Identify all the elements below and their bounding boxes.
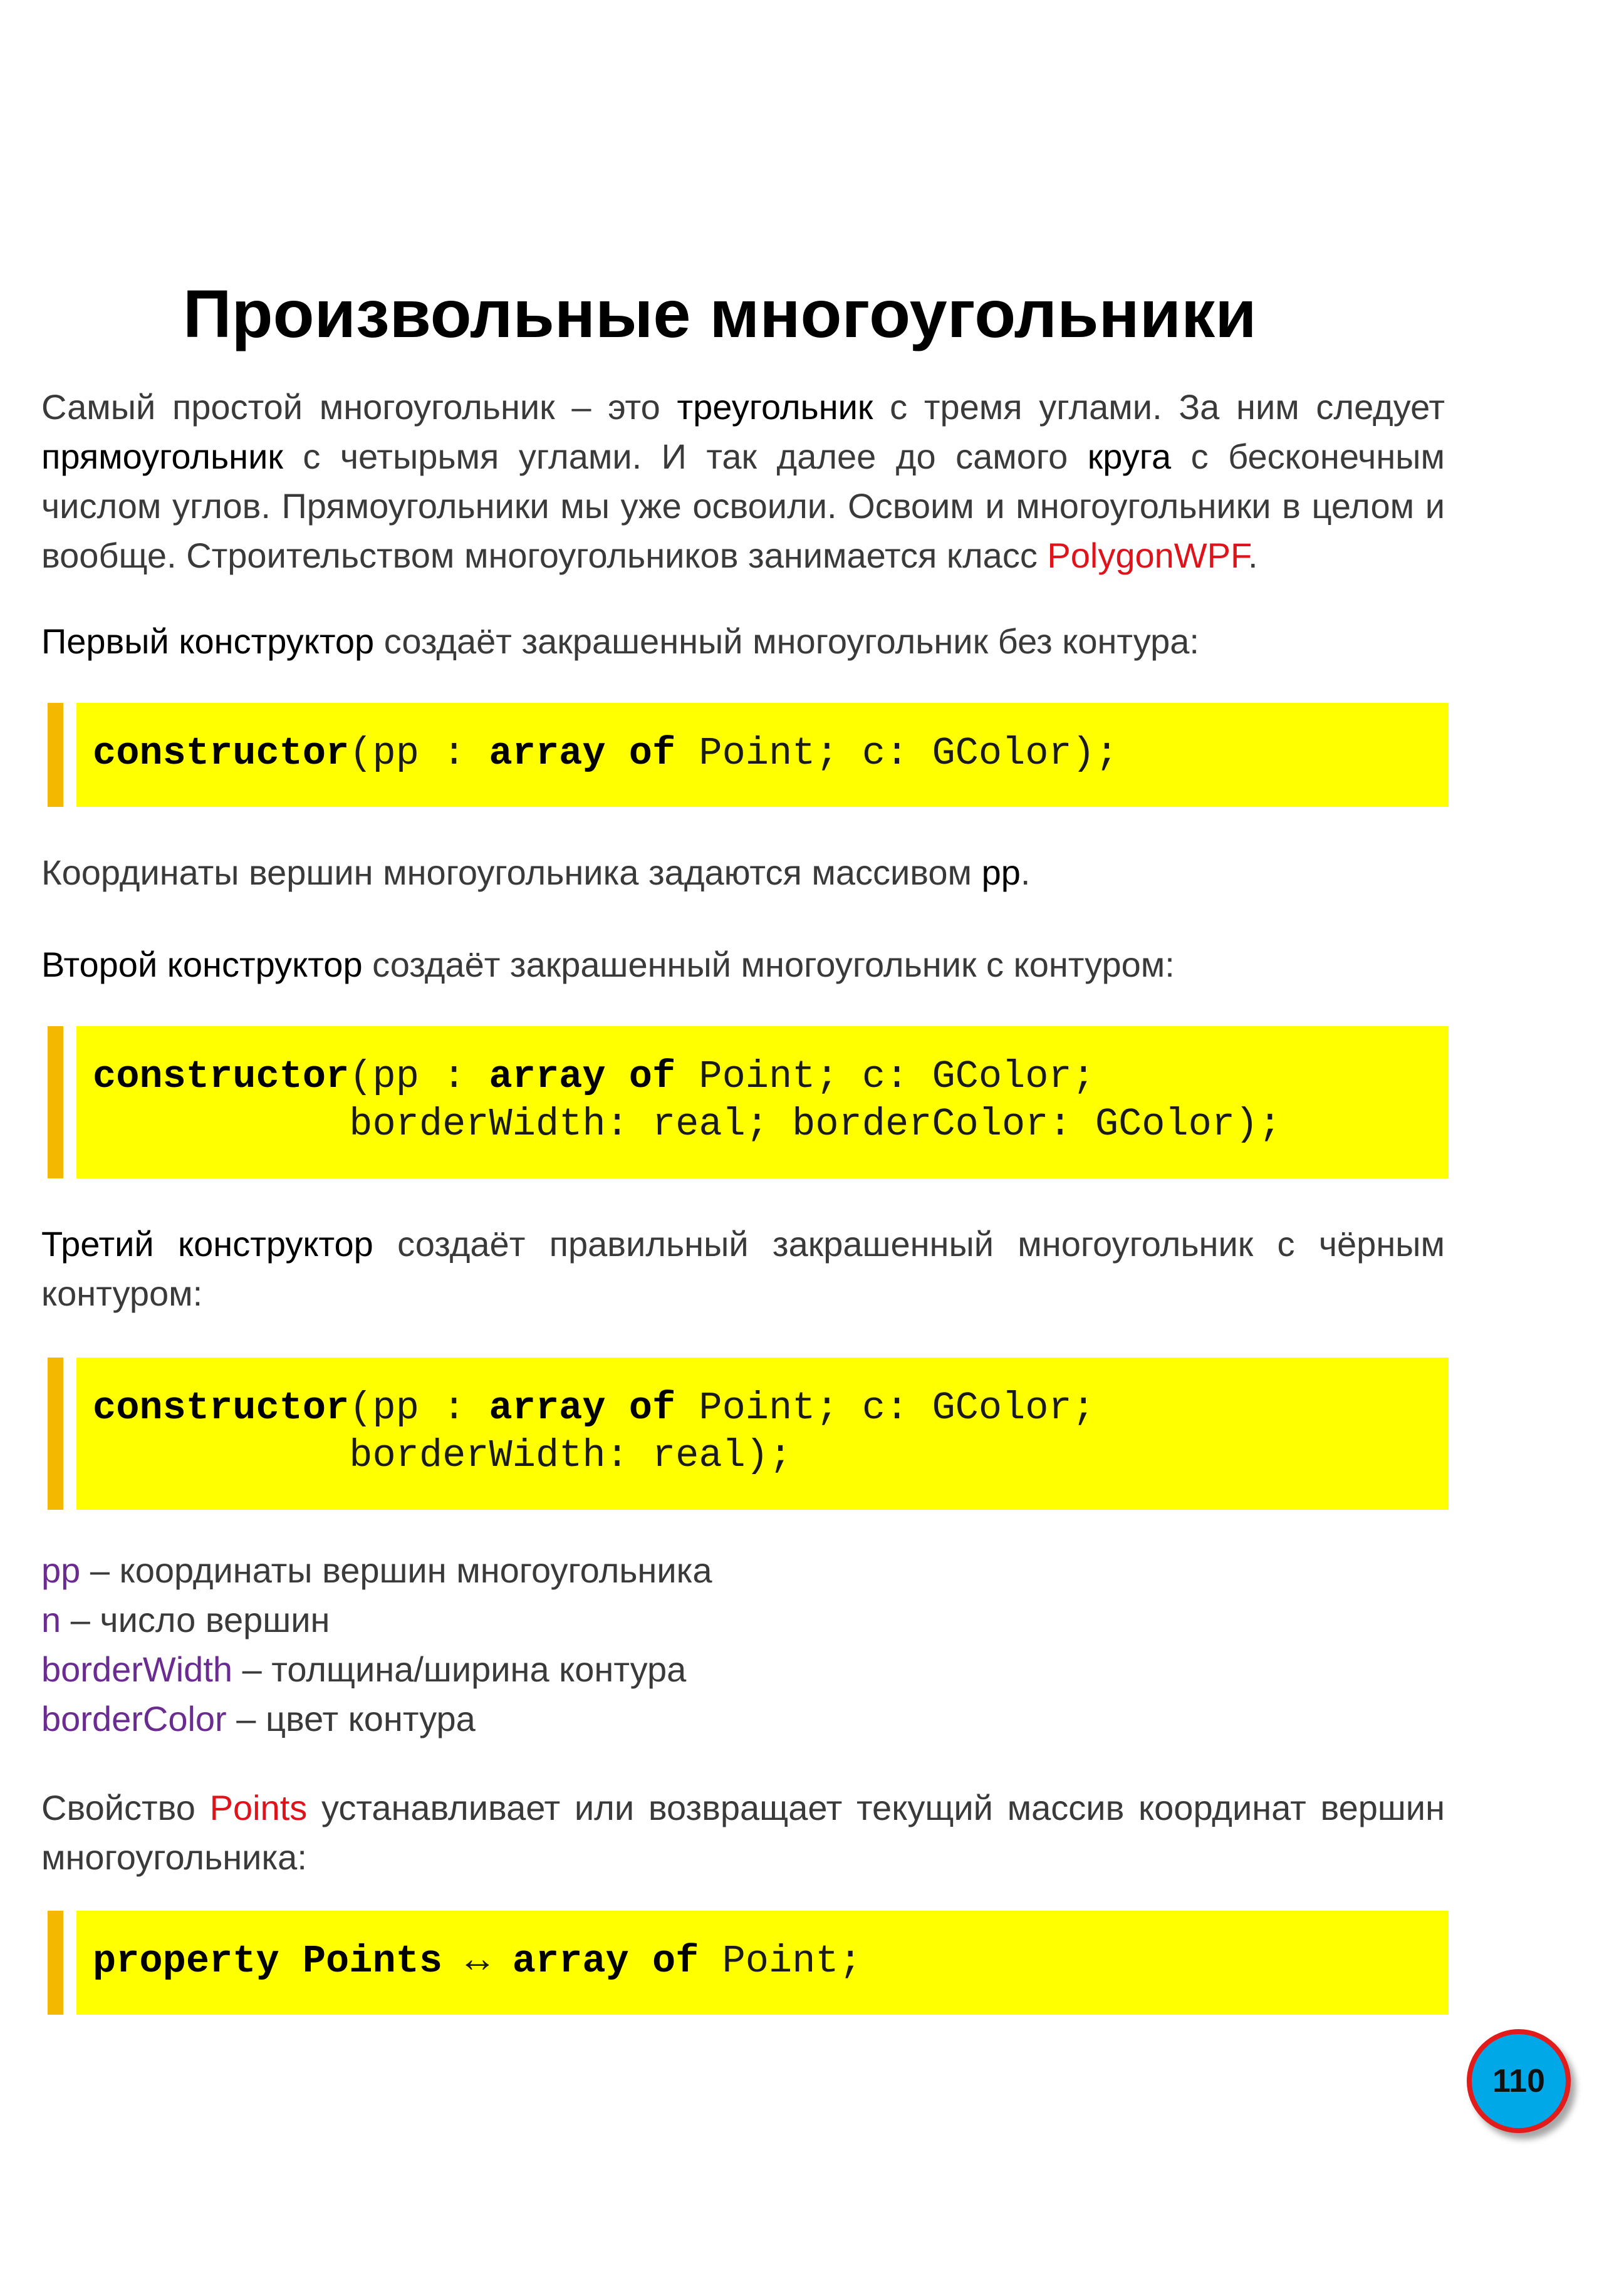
code-keyword: constructor xyxy=(93,1386,350,1430)
constructor1-label: Первый конструктор xyxy=(41,621,375,661)
intro-paragraph xyxy=(41,382,1445,580)
code-block-constructor2 xyxy=(48,1026,1449,1178)
definition-term: borderWidth xyxy=(41,1649,233,1689)
code-text: (pp : xyxy=(349,731,489,776)
constructor2-text: создаёт закрашенный многоугольник с контуром: xyxy=(362,945,1175,984)
page-number-badge: 110 xyxy=(1467,2029,1571,2133)
code-line xyxy=(93,1938,862,1985)
page-title: Произвольные многоугольники xyxy=(183,276,1257,351)
code-line xyxy=(93,730,1118,777)
pp-term: pp xyxy=(981,853,1021,892)
constructor3-description xyxy=(41,1219,1445,1318)
code-line: borderWidth: real); xyxy=(93,1433,793,1478)
code-line xyxy=(93,1384,1095,1432)
pp-description xyxy=(41,848,1445,897)
term-triangle: треугольник xyxy=(677,387,873,427)
intro-text-1: Самый простой многоугольник – это xyxy=(41,387,677,427)
code-accent-bar xyxy=(48,1911,63,2015)
code-keyword: array of xyxy=(489,1386,676,1430)
definition-desc: – координаты вершин многоугольника xyxy=(80,1551,712,1590)
parameter-definitions xyxy=(41,1545,712,1743)
property-name-points: Points xyxy=(209,1788,308,1827)
code-accent-bar xyxy=(48,1358,63,1510)
term-circle: круга xyxy=(1087,437,1172,476)
constructor2-label: Второй конструктор xyxy=(41,945,363,984)
constructor1-text: создаёт закрашенный многоугольник без контура: xyxy=(374,621,1199,661)
code-keyword: constructor xyxy=(93,731,350,776)
points-text-2: устанавливает или возвращает текущий массив координат вершин многоугольника: xyxy=(41,1788,1445,1877)
code-block-points-property xyxy=(48,1911,1449,2015)
intro-text-5: . xyxy=(1247,536,1258,575)
code-keyword: property Points xyxy=(93,1939,443,1983)
constructor3-text: создаёт правильный закрашенный многоугольник с чёрным контуром: xyxy=(41,1224,1445,1313)
code-text: (pp : xyxy=(349,1054,489,1099)
definition-desc: – цвет контура xyxy=(226,1699,476,1738)
constructor2-description xyxy=(41,940,1445,989)
code-text: (pp : xyxy=(349,1386,489,1430)
code-accent-bar xyxy=(48,1026,63,1178)
code-arrow: ↔ xyxy=(442,1939,513,1983)
definition-desc: – число вершин xyxy=(61,1600,330,1639)
definition-term: pp xyxy=(41,1551,81,1590)
definition-row xyxy=(41,1644,712,1694)
code-keyword: constructor xyxy=(93,1054,350,1099)
pp-end: . xyxy=(1020,853,1031,892)
definition-row xyxy=(41,1545,712,1595)
code-keyword: array of xyxy=(489,731,676,776)
intro-text-2: с тремя углами. За ним следует xyxy=(873,387,1445,427)
code-accent-bar xyxy=(48,703,63,807)
definition-term: n xyxy=(41,1600,61,1639)
definition-row xyxy=(41,1694,712,1743)
pp-text: Координаты вершин многоугольника задаются массивом xyxy=(41,853,982,892)
code-line: borderWidth: real; borderColor: GColor); xyxy=(93,1102,1282,1146)
intro-text-3: с четырьмя углами. И так далее до самого xyxy=(283,437,1088,476)
class-name-polygonwpf: PolygonWPF xyxy=(1047,536,1248,575)
points-description xyxy=(41,1783,1445,1882)
code-text: Point; c: GColor; xyxy=(675,1386,1095,1430)
code-text: Point; c: GColor; xyxy=(675,1054,1095,1099)
term-rectangle: прямоугольник xyxy=(41,437,283,476)
definition-row xyxy=(41,1595,712,1644)
code-keyword: array of xyxy=(512,1939,699,1983)
code-line xyxy=(93,1053,1095,1101)
intro-text-4: с бесконечным числом углов. Прямоугольники мы уже освоили. Освоим и многоугольники в целом и вообще. Строительством многоугольников занимается класс xyxy=(41,437,1445,575)
code-text: Point; xyxy=(699,1939,862,1983)
definition-desc: – толщина/ширина контура xyxy=(232,1649,687,1689)
definition-term: borderColor xyxy=(41,1699,227,1738)
code-block-constructor1 xyxy=(48,703,1449,807)
points-text-1: Свойство xyxy=(41,1788,210,1827)
code-keyword: array of xyxy=(489,1054,676,1099)
code-block-constructor3 xyxy=(48,1358,1449,1510)
constructor1-description xyxy=(41,616,1445,666)
constructor3-label: Третий конструктор xyxy=(41,1224,373,1264)
code-text: Point; c: GColor); xyxy=(675,731,1119,776)
